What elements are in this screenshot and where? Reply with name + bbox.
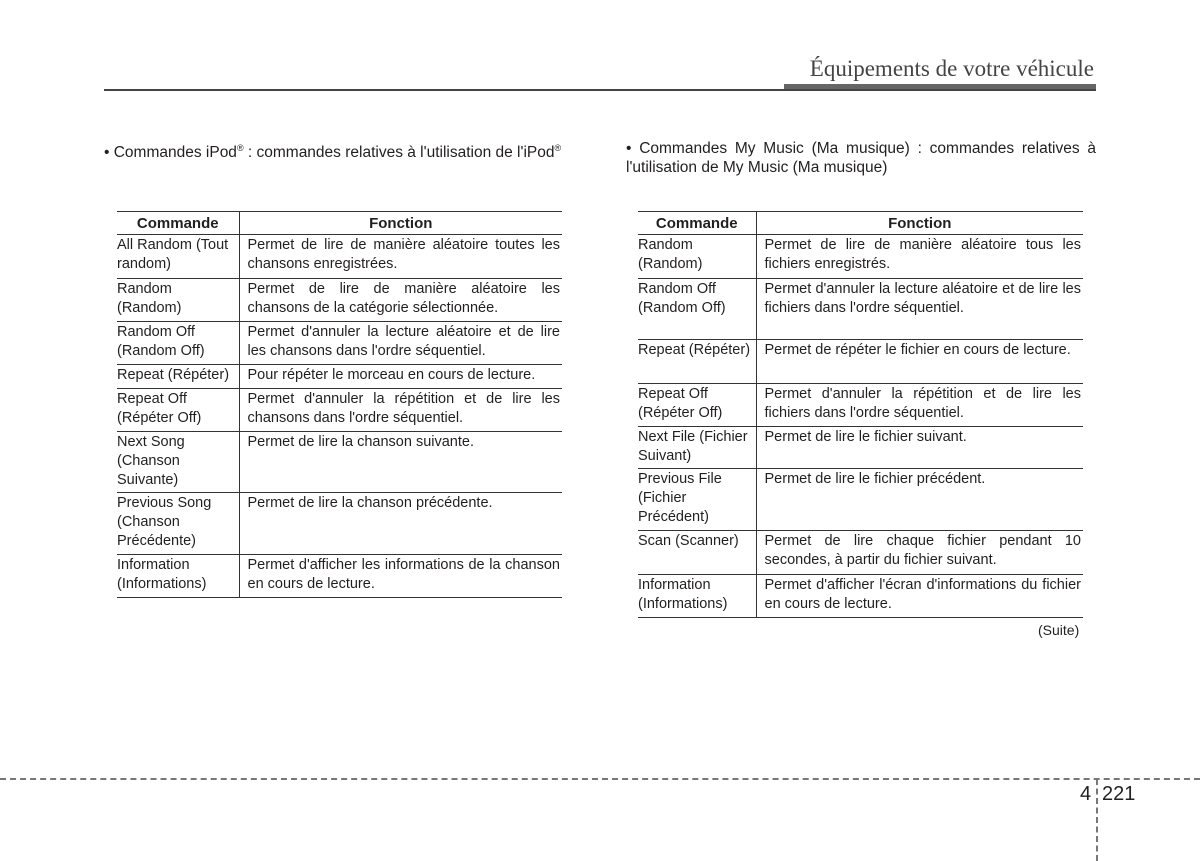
function-cell: Permet de lire la chanson suivante. <box>239 432 562 493</box>
function-cell: Permet de lire le fichier suivant. <box>756 427 1083 469</box>
command-cell: Random Off (Random Off) <box>117 322 239 365</box>
footer-dashed-rule <box>0 778 1200 780</box>
col-header-function: Fonction <box>239 212 562 235</box>
function-cell: Permet de lire de manière aléatoire les chansons de la catégorie sélectionnée. <box>239 279 562 322</box>
function-cell: Permet d'afficher l'écran d'informations du fichier en cours de lecture. <box>756 575 1083 618</box>
ipod-intro <box>104 139 573 162</box>
function-cell: Pour répéter le morceau en cours de lecture. <box>239 365 562 389</box>
col-header-command: Commande <box>638 212 756 235</box>
table-row <box>638 427 1083 469</box>
function-cell: Permet de lire la chanson précédente. <box>239 493 562 555</box>
reg-mark: ® <box>236 143 244 153</box>
table-row <box>117 279 562 322</box>
table-row <box>117 365 562 389</box>
function-cell: Permet d'annuler la lecture aléatoire et de lire les chansons dans l'ordre séquentiel. <box>239 322 562 365</box>
function-cell: Permet d'annuler la répétition et de lire les chansons dans l'ordre séquentiel. <box>239 389 562 432</box>
footer-dashed-divider <box>1096 779 1098 861</box>
command-cell: Information (Informations) <box>117 555 239 598</box>
mymusic-commands-table <box>638 211 1083 618</box>
table-row <box>117 432 562 493</box>
function-cell: Permet de lire le fichier précédent. <box>756 469 1083 531</box>
section-title: Équipements de votre véhicule <box>809 56 1094 81</box>
table-row <box>638 384 1083 427</box>
function-cell: Permet de lire de manière aléatoire tous les fichiers enregistrés. <box>756 235 1083 279</box>
table-row <box>117 493 562 555</box>
command-cell: Previous Song (Chanson Précédente) <box>117 493 239 555</box>
command-cell: Repeat (Répéter) <box>117 365 239 389</box>
col-header-command: Commande <box>117 212 239 235</box>
table-row <box>117 235 562 279</box>
table-row <box>117 322 562 365</box>
table-row <box>638 469 1083 531</box>
function-cell: Permet de répéter le fichier en cours de lecture. <box>756 340 1083 384</box>
chapter-number: 4 <box>1080 783 1092 805</box>
command-cell: Next File (Fichier Suivant) <box>638 427 756 469</box>
command-cell: Next Song (Chanson Suivante) <box>117 432 239 493</box>
command-cell: Repeat (Répéter) <box>638 340 756 384</box>
command-cell: Previous File (Fichier Précédent) <box>638 469 756 531</box>
page-number: 221 <box>1102 783 1136 805</box>
ipod-intro-a: • Commandes iPod <box>104 144 237 162</box>
ipod-intro-b: : commandes relatives à l'utilisation de l'iPod <box>243 144 555 162</box>
continued-note: (Suite) <box>1038 622 1080 638</box>
command-cell: Random (Random) <box>117 279 239 322</box>
ipod-commands-table <box>117 211 562 598</box>
function-cell: Permet d'afficher les informations de la chanson en cours de lecture. <box>239 555 562 598</box>
table-row <box>638 279 1083 340</box>
command-cell: Scan (Scanner) <box>638 531 756 575</box>
table-row <box>117 389 562 432</box>
command-cell: Random Off (Random Off) <box>638 279 756 340</box>
function-cell: Permet de lire de manière aléatoire toutes les chansons enregistrées. <box>239 235 562 279</box>
command-cell: Repeat Off (Répéter Off) <box>638 384 756 427</box>
function-cell: Permet de lire chaque fichier pendant 10 secondes, à partir du fichier suivant. <box>756 531 1083 575</box>
table-row <box>638 575 1083 618</box>
command-cell: All Random (Tout random) <box>117 235 239 279</box>
table-row <box>638 235 1083 279</box>
command-cell: Random (Random) <box>638 235 756 279</box>
table-row <box>638 531 1083 575</box>
table-row <box>117 555 562 598</box>
command-cell: Repeat Off (Répéter Off) <box>117 389 239 432</box>
function-cell: Permet d'annuler la répétition et de lire les fichiers dans l'ordre séquentiel. <box>756 384 1083 427</box>
function-cell: Permet d'annuler la lecture aléatoire et de lire les fichiers dans l'ordre séquentiel. <box>756 279 1083 340</box>
mymusic-intro: • Commandes My Music (Ma musique) : commandes relatives à l'utilisation de My Music (Ma musique) <box>626 140 1096 176</box>
reg-mark: ® <box>554 143 562 153</box>
header-rule <box>104 89 1096 91</box>
col-header-function: Fonction <box>756 212 1083 235</box>
table-row <box>638 340 1083 384</box>
command-cell: Information (Informations) <box>638 575 756 618</box>
